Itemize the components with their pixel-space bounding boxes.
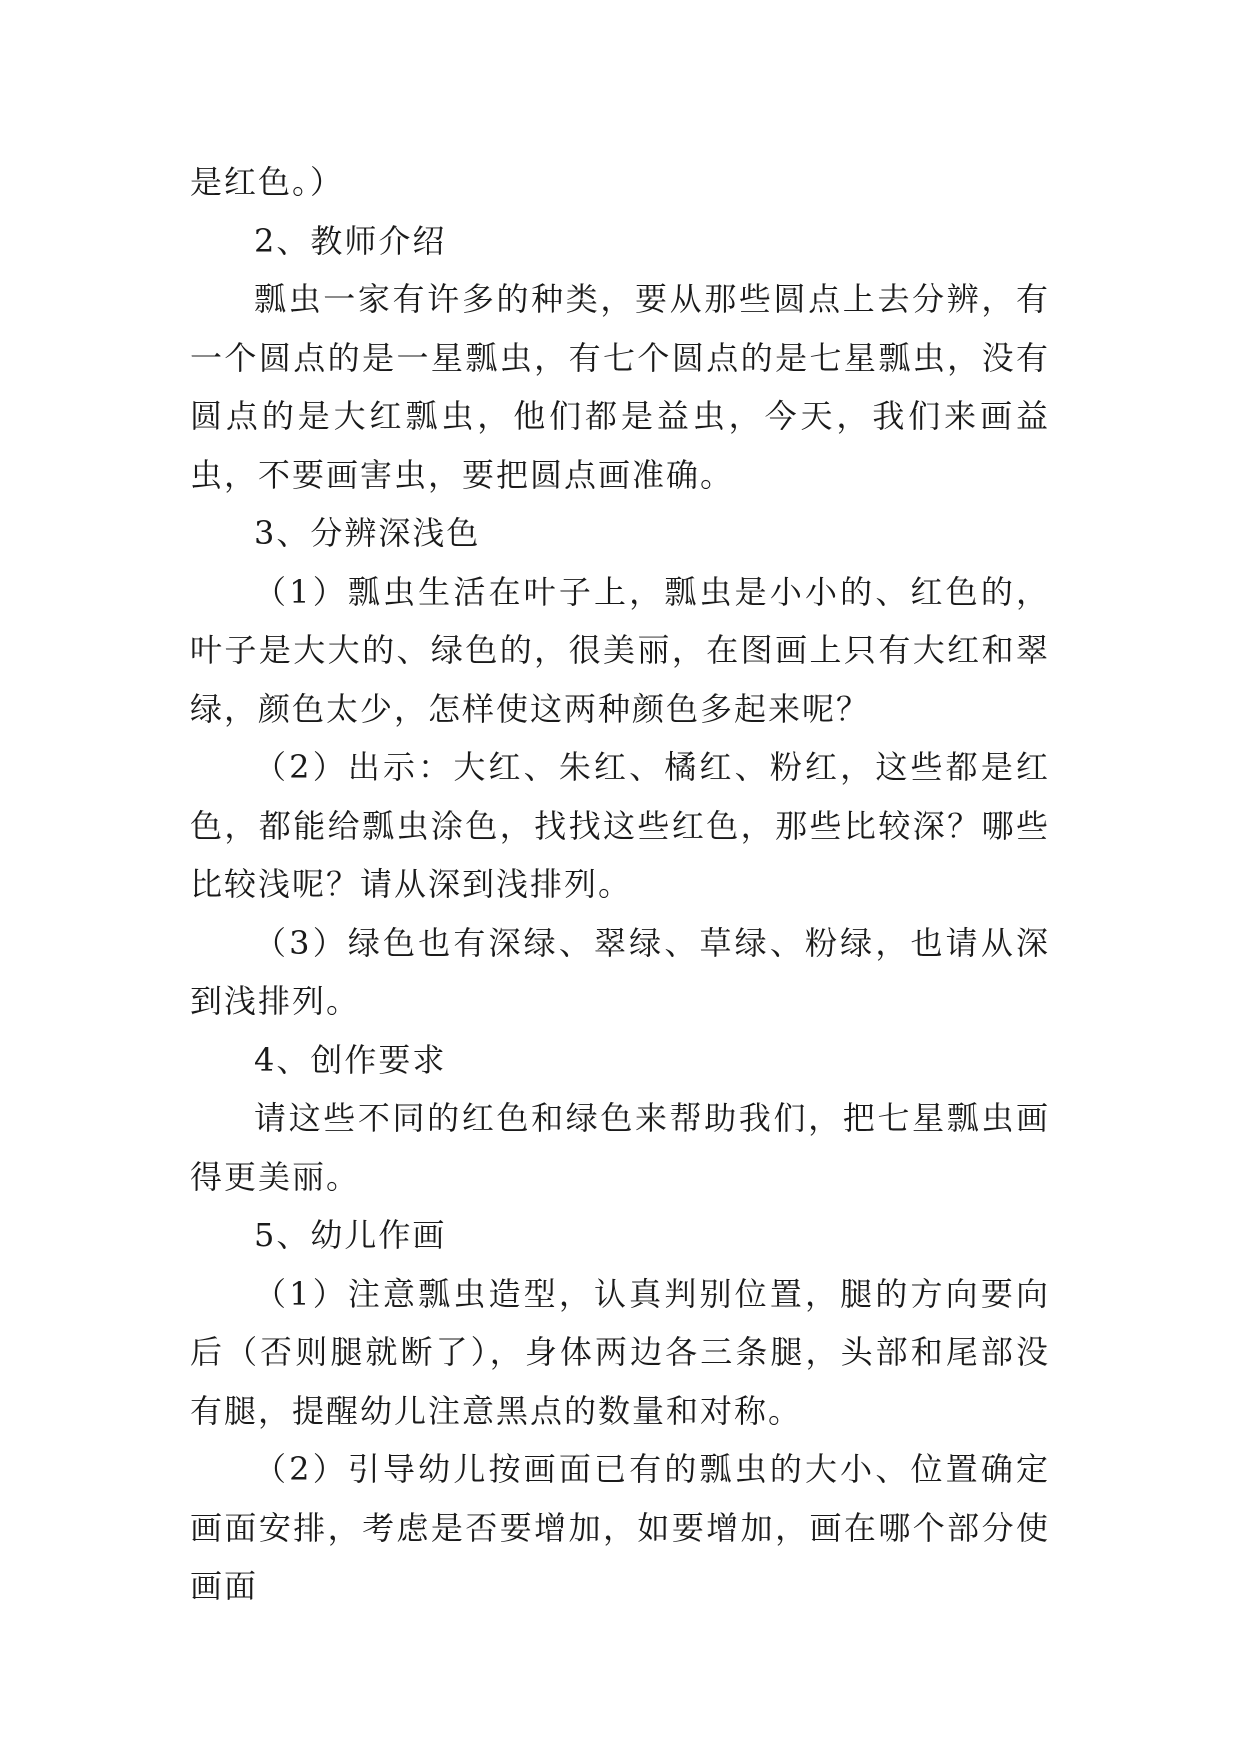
paragraph-continuation: 是红色。） bbox=[190, 163, 345, 201]
document-body bbox=[190, 153, 1050, 1616]
paragraph-drawing-1: （1）注意瓢虫造型，认真判别位置，腿的方向要向后（否则腿就断了），身体两边各三条腿，头部和尾部没有腿，提醒幼儿注意黑点的数量和对称。 bbox=[190, 1274, 1050, 1430]
paragraph-shades-3: （3）绿色也有深绿、翠绿、草绿、粉绿，也请从深到浅排列。 bbox=[190, 923, 1050, 1020]
paragraph-ladybug-types: 瓢虫一家有许多的种类，要从那些圆点上去分辨，有一个圆点的是一星瓢虫，有七个圆点的是七星瓢虫，没有圆点的是大红瓢虫，他们都是益虫，今天，我们来画益虫，不要画害虫，要把圆点画准确。 bbox=[190, 280, 1050, 494]
paragraph-drawing-2: （2）引导幼儿按画面已有的瓢虫的大小、位置确定画面安排，考虑是否要增加，如要增加，画在哪个部分使画面 bbox=[190, 1450, 1050, 1605]
paragraph-shades-1: （1）瓢虫生活在叶子上，瓢虫是小小的、红色的，叶子是大大的、绿色的，很美丽，在图画上只有大红和翠绿，颜色太少，怎样使这两种颜色多起来呢？ bbox=[190, 572, 1050, 728]
section-heading-color-shades: 3、分辨深浅色 bbox=[254, 514, 481, 552]
section-heading-creation-requirements: 4、创作要求 bbox=[254, 1040, 447, 1079]
paragraph-requirements: 请这些不同的红色和绿色来帮助我们，把七星瓢虫画得更美丽。 bbox=[190, 1099, 1050, 1196]
section-heading-children-drawing: 5、幼儿作画 bbox=[254, 1216, 447, 1254]
section-heading-teacher-intro: 2、教师介绍 bbox=[254, 221, 447, 260]
paragraph-shades-2: （2）出示：大红、朱红、橘红、粉红，这些都是红色，都能给瓢虫涂色，找找这些红色，那些比较深？哪些比较浅呢？请从深到浅排列。 bbox=[190, 748, 1050, 903]
